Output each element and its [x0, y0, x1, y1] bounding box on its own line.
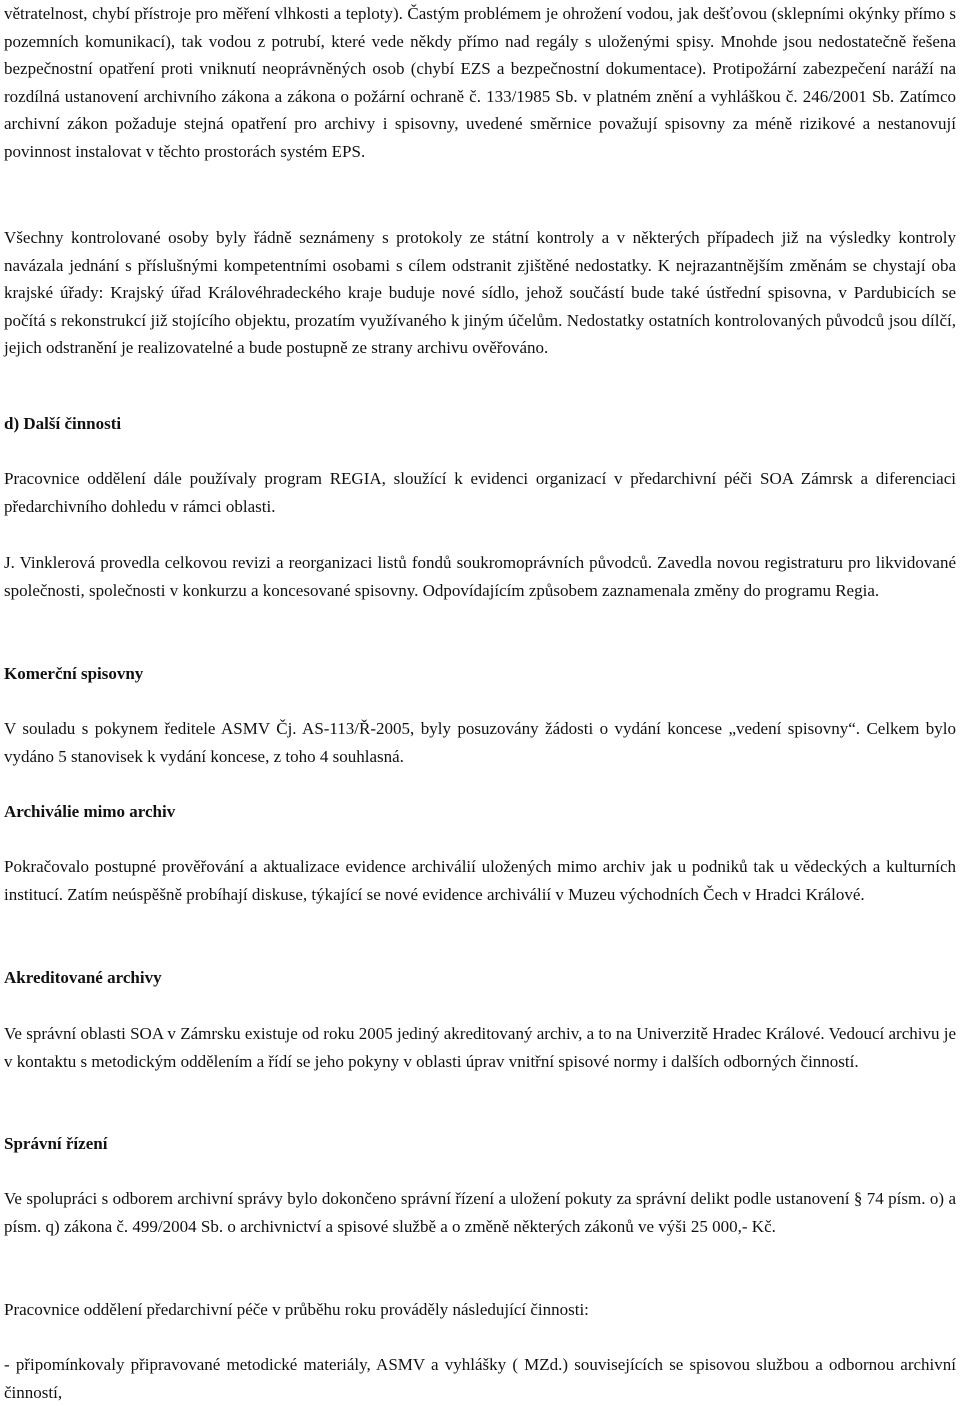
paragraph-accredited-archives: Ve správní oblasti SOA v Zámrsku existuje od roku 2005 jediný akreditovaný archiv, a to na Univerzitě Hradec Králové. Vedoucí archivu je v kontaktu s metodickým oddělením a řídí se jeho pokyny v oblasti úprav vnitřní spisové normy i dalších odborných činností. [4, 1024, 956, 1071]
paragraph-administrative-proceedings: Ve spolupráci s odborem archivní správy bylo dokončeno správní řízení a uložení pokuty za správní delikt podle ustanovení § 74 písm. o) a písm. q) zákona č. 499/2004 Sb. o archivnictví a spisové službě a o změně některých zákonů ve výši 25 000,- Kč. [4, 1189, 956, 1236]
heading-records-outside-archive: Archiválie mimo archiv [4, 802, 176, 821]
heading-other-activities: d) Další činnosti [4, 414, 122, 433]
paragraph-vinklerova: J. Vinklerová provedla celkovou revizi a reorganizaci listů fondů soukromoprávních původců. Zavedla novou registraturu pro likvidované společnosti, společnosti v konkurzu a koncesované spisovny. Odpovídajícím způsobem zaznamenala změny do programu Regia. [4, 553, 956, 600]
paragraph-concessions: V souladu s pokynem ředitele ASMV Čj. AS-113/Ř-2005, byly posuzovány žádosti o vydání koncese „vedení spisovny“. Celkem bylo vydáno 5 stanovisek k vydání koncese, z toho 4 souhlasná. [4, 719, 956, 766]
paragraph-regia: Pracovnice oddělení dále používaly program REGIA, sloužící k evidenci organizací v předarchivní péči SOA Zámrsk a diferenciaci předarchivního dohledu v rámci oblasti. [4, 469, 956, 516]
list-item-methodical-materials: - připomínkovaly připravované metodické materiály, ASMV a vyhlášky ( MZd.) souvisejících se spisovou službou a odbornou archivní činností, [4, 1355, 956, 1402]
paragraph-activities-intro: Pracovnice oddělení předarchivní péče v průběhu roku prováděly následující činnosti: [4, 1300, 589, 1319]
paragraph-inspection-results: Všechny kontrolované osoby byly řádně seznámeny s protokoly ze státní kontroly a v některých případech již na výsledky kontroly navázala jednání s příslušnými kompetentními osobami s cílem odstranit zjištěné nedostatky. K nejrazantnějším změnám se chystají oba krajské úřady: Krajský úřad Královéhradeckého kraje buduje nové sídlo, jehož součástí bude také ústřední spisovna, v Pardubicích se počítá s rekonstrukcí již stojícího objektu, prozatím využívaného k jiným účelům. Nedostatky ostatních kontrolovaných původců jsou dílčí, jejich odstranění je realizovatelné a bude postupně ze strany archivu ověřováno. [4, 228, 956, 358]
paragraph-records-outside-archive: Pokračovalo postupné prověřování a aktualizace evidence archiválií uložených mimo archiv jak u podniků tak u vědeckých a kulturních institucí. Zatím neúspěšně probíhají diskuse, týkající se nové evidence archiválií v Muzeu východních Čech v Hradci Králové. [4, 857, 956, 904]
heading-accredited-archives: Akreditované archivy [4, 968, 162, 987]
heading-commercial-registries: Komerční spisovny [4, 664, 144, 683]
paragraph-storage-conditions: větratelnost, chybí přístroje pro měření vlhkosti a teploty). Častým problémem je ohrožení vodou, jak dešťovou (sklepními okýnky přímo s pozemních komunikací), tak vodou z potrubí, které vede někdy přímo nad regály s uloženými spisy. Mnohde jsou nedostatečně řešena bezpečnostní opatření proti vniknutí neoprávněných osob (chybí EZS a bezpečnostní dokumentace). Protipožární zabezpečení naráží na rozdílná ustanovení archivního zákona a zákona o požární ochraně č. 133/1985 Sb. v platném znění a vyhláškou č. 246/2001 Sb. Zatímco archivní zákon požaduje stejná opatření pro archivy i spisovny, uvedené směrnice považují spisovny za méně rizikové a nestanovují povinnost instalovat v těchto prostorách systém EPS. [4, 4, 956, 161]
heading-administrative-proceedings: Správní řízení [4, 1134, 108, 1153]
